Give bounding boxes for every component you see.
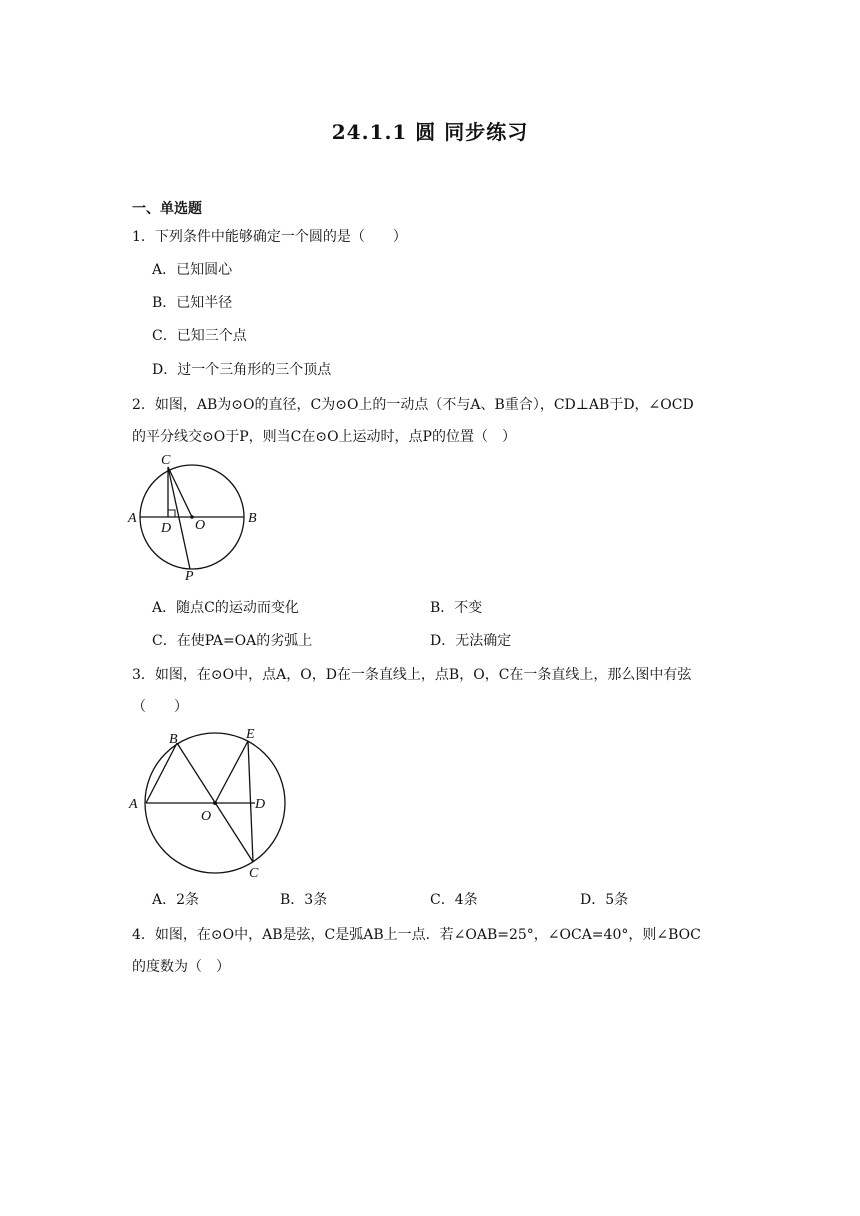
q3-option-d: D．5条: [580, 892, 629, 908]
q2-option-c: C．在使PA=OA的劣弧上: [152, 633, 313, 649]
q1-option-d: D．过一个三角形的三个顶点: [152, 362, 332, 378]
question-2-line-2: 的平分线交⊙O于P，则当C在⊙O上运动时，点P的位置（ ）: [132, 429, 516, 445]
q3-option-a: A．2条: [152, 892, 200, 908]
q2-label-b: B: [248, 511, 257, 526]
q2-option-a: A．随点C的运动而变化: [152, 600, 299, 616]
q3-label-e: E: [246, 727, 255, 742]
q2-option-b: B．不变: [430, 600, 483, 616]
q1-option-c: C．已知三个点: [152, 328, 247, 344]
q1-option-a: A．已知圆心: [152, 262, 233, 278]
q2-label-p: P: [185, 569, 194, 584]
question-3-line-1: 3．如图，在⊙O中，点A，O，D在一条直线上，点B，O，C在一条直线上，那么图中有弦: [132, 667, 692, 683]
q3-option-b: B．3条: [280, 892, 328, 908]
question-2-figure: [125, 455, 275, 585]
q3-label-b: B: [169, 732, 178, 747]
q3-label-o: O: [201, 809, 212, 824]
question-4-line-1: 4．如图，在⊙O中，AB是弦，C是弧AB上一点．若∠OAB=25°，∠OCA=40°，则∠BOC: [132, 927, 701, 943]
q2-label-a: A: [128, 511, 137, 526]
q1-option-b: B．已知半径: [152, 295, 233, 311]
q3-label-c: C: [249, 866, 259, 881]
question-1-stem: 1．下列条件中能够确定一个圆的是（ ）: [132, 229, 407, 245]
q3-option-c: C．4条: [430, 892, 478, 908]
q2-label-c: C: [161, 453, 171, 468]
section-heading: 一、单选题: [132, 201, 202, 217]
q2-label-d: D: [161, 521, 172, 536]
question-4-line-2: 的度数为（ ）: [132, 959, 230, 975]
q2-label-o: O: [195, 518, 206, 533]
question-2-line-1: 2．如图，AB为⊙O的直径，C为⊙O上的一动点（不与A、B重合），CD⊥AB于D，∠OCD: [132, 397, 694, 413]
q2-option-d: D．无法确定: [430, 633, 512, 649]
q3-label-a: A: [129, 797, 138, 812]
q3-label-d: D: [255, 797, 266, 812]
question-3-figure: [125, 723, 300, 883]
page-title: 24.1.1 圆 同步练习: [331, 120, 529, 144]
question-3-line-2: （ ）: [132, 699, 188, 715]
